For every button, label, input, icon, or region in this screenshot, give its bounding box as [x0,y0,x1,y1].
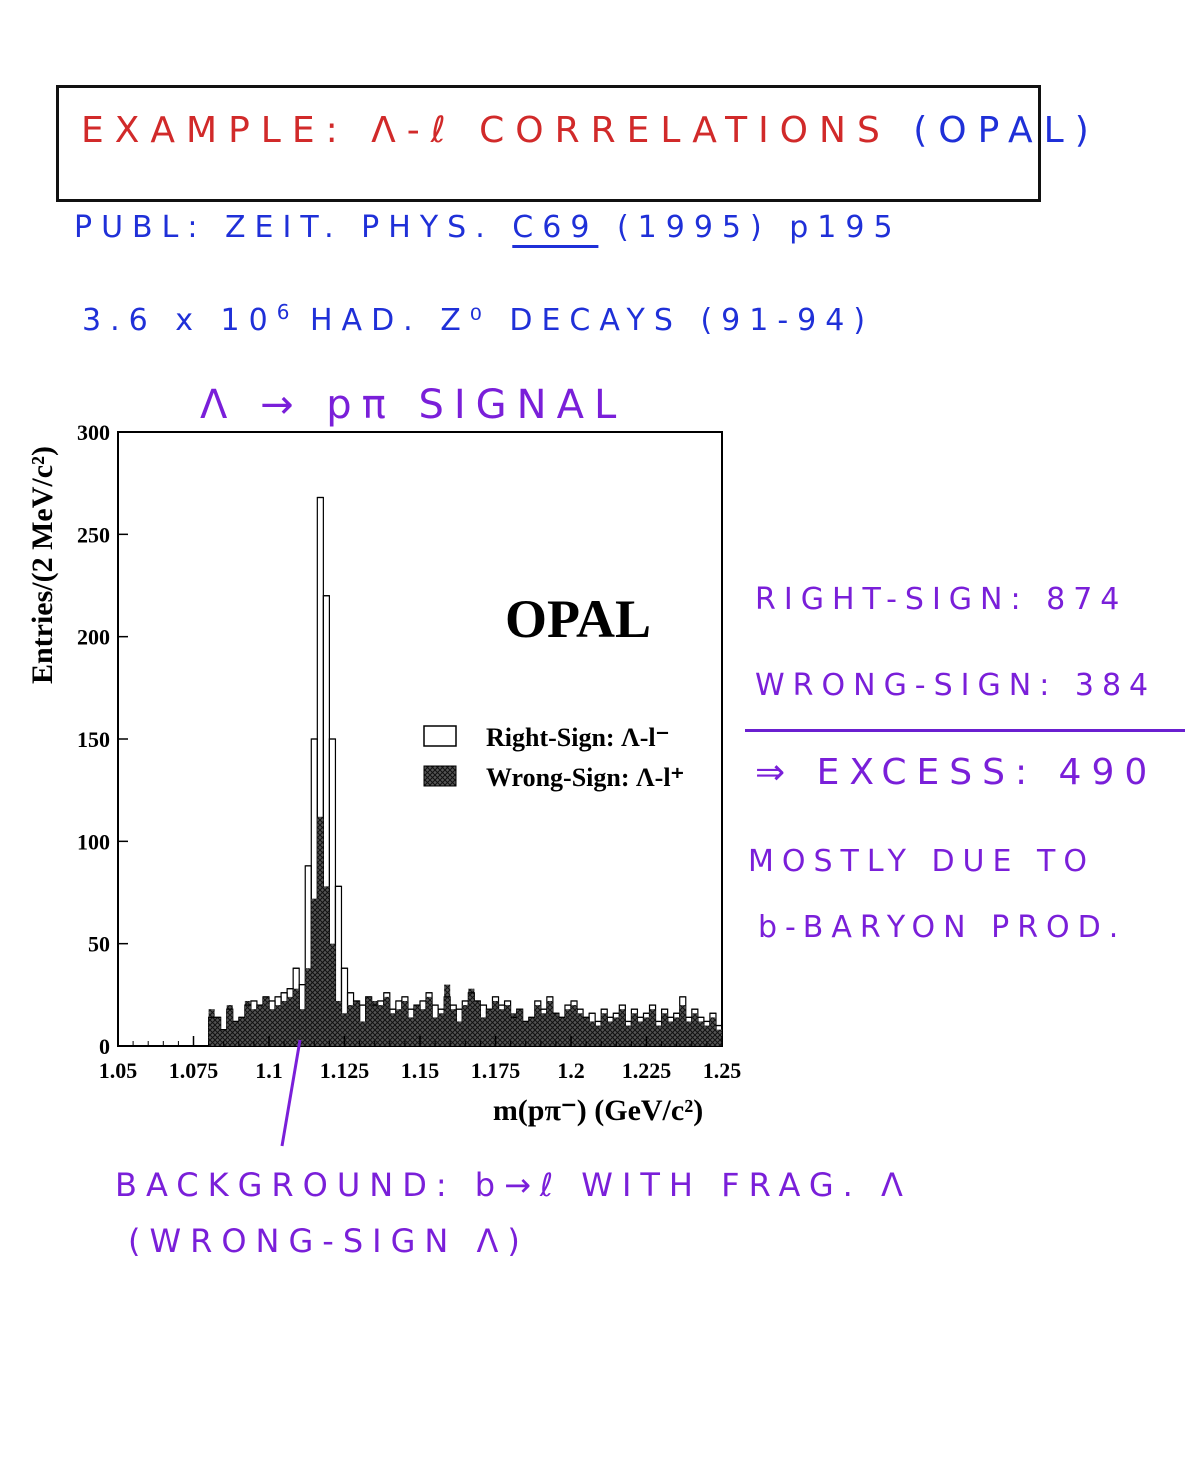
wrong-sign-bar [499,1009,505,1046]
publication-volume: C69 [512,210,599,245]
wrong-sign-bar [698,1021,704,1046]
x-tick-label: 1.175 [470,1058,521,1083]
baryon-note: b-BARYON PROD. [758,910,1127,945]
wrong-sign-bar [281,1001,287,1046]
x-tick-label: 1.075 [168,1058,219,1083]
x-axis-label: m(pπ⁻) (GeV/c²) [492,1094,704,1127]
wrong-sign-bar [360,1021,366,1046]
wrong-sign-bar [426,997,432,1046]
stats-prefix: 3.6 x 10 [82,303,277,338]
y-tick-label: 50 [88,931,110,957]
wrong-sign-bar [251,1009,257,1046]
wrong-sign-bar [402,1001,408,1046]
wrong-sign-bar [462,1005,468,1046]
background-note-line2: (WRONG-SIGN Λ) [128,1222,529,1260]
wrong-sign-bar [625,1026,631,1046]
wrong-sign-bar [619,1009,625,1046]
wrong-sign-bar [577,1013,583,1046]
wrong-sign-bar [468,989,474,1046]
wrong-sign-bar [668,1021,674,1046]
wrong-sign-bar [444,985,450,1046]
wrong-sign-bar [335,1001,341,1046]
wrong-sign-bar [438,1013,444,1046]
wrong-sign-bar [414,1005,420,1046]
wrong-sign-bar [227,1005,233,1046]
y-tick-label: 250 [77,522,110,548]
wrong-sign-bar [680,1005,686,1046]
wrong-sign-bar [541,1013,547,1046]
wrong-sign-bar [686,1021,692,1046]
right-sign-note: RIGHT-SIGN: 874 [755,582,1128,617]
wrong-sign-bar [305,968,311,1046]
wrong-sign-bar [589,1021,595,1046]
y-tick-label: 100 [77,829,110,855]
wrong-sign-bar [287,997,293,1046]
x-tick-label: 1.25 [702,1058,742,1083]
wrong-sign-bar [480,1017,486,1046]
wrong-sign-bar [257,1005,263,1046]
wrong-sign-bar [354,1001,360,1046]
mostly-note: MOSTLY DUE TO [748,844,1095,879]
wrong-sign-bar [571,1005,577,1046]
title-red-part: EXAMPLE: Λ-ℓ CORRELATIONS [81,110,891,151]
y-tick-label: 200 [77,624,110,650]
legend-label-wrong-sign: Wrong-Sign: Λ-l⁺ [486,763,685,792]
chart-title: OPAL [505,589,651,649]
wrong-sign-bar [637,1021,643,1046]
wrong-sign-bar [565,1009,571,1046]
wrong-sign-bar [233,1021,239,1046]
wrong-sign-bar [215,1017,221,1046]
x-tick-label: 1.225 [621,1058,672,1083]
wrong-sign-bar [408,1017,414,1046]
wrong-sign-bar [710,1017,716,1046]
publication-prefix: PUBL: ZEIT. PHYS. [74,210,494,245]
wrong-sign-bar [529,1017,535,1046]
wrong-sign-bar [378,1005,384,1046]
wrong-sign-bar [650,1009,656,1046]
wrong-sign-note: WRONG-SIGN: 384 [755,668,1157,703]
wrong-sign-bar [517,1009,523,1046]
wrong-sign-bar [535,1005,541,1046]
signal-note: Λ → pπ SIGNAL [200,382,627,428]
wrong-sign-bar [656,1026,662,1046]
stats-suffix: HAD. Z⁰ DECAYS (91-94) [291,303,875,338]
wrong-sign-bar [366,997,372,1046]
x-tick-label: 1.1 [255,1058,283,1083]
x-tick-label: 1.15 [400,1058,440,1083]
wrong-sign-bar [486,1009,492,1046]
wrong-sign-bar [372,1001,378,1046]
wrong-sign-bar [323,886,329,1046]
legend-label-right-sign: Right-Sign: Λ-l⁻ [486,723,670,752]
wrong-sign-bar [209,1009,215,1046]
wrong-sign-bar [607,1021,613,1046]
y-tick-label: 300 [77,420,110,445]
wrong-sign-bar [239,1017,245,1046]
wrong-sign-bar [631,1013,637,1046]
y-axis-label: Entries/(2 MeV/c²) [26,445,59,685]
wrong-sign-bar [396,1009,402,1046]
x-tick-label: 1.125 [319,1058,370,1083]
wrong-sign-bar [474,1001,480,1046]
wrong-sign-bar [601,1013,607,1046]
wrong-sign-bar [559,1017,565,1046]
wrong-sign-bar [547,1001,553,1046]
publication-suffix: (1995) p195 [616,210,902,245]
wrong-sign-bar [716,1030,722,1046]
title-blue-part: (OPAL) [913,110,1100,151]
wrong-sign-bar [511,1013,517,1046]
wrong-sign-bar [505,1005,511,1046]
y-tick-label: 0 [99,1034,110,1059]
y-tick-label: 150 [77,727,110,752]
legend-swatch-wrong-sign [424,766,456,786]
background-note-line1: BACKGROUND: b→ℓ WITH FRAG. Λ [115,1166,912,1204]
x-tick-label: 1.05 [98,1058,138,1083]
stats-exponent: 6 [276,300,292,324]
wrong-sign-bar [317,817,323,1046]
wrong-sign-bar [329,944,335,1046]
background-arrow [282,1040,300,1146]
excess-note: ⇒ EXCESS: 490 [755,752,1158,793]
wrong-sign-bar [348,1005,354,1046]
wrong-sign-bar [390,1013,396,1046]
wrong-sign-bar [311,899,317,1046]
wrong-sign-bar [692,1013,698,1046]
wrong-sign-bar [456,1021,462,1046]
wrong-sign-bar [269,1009,275,1046]
wrong-sign-bar [384,997,390,1046]
wrong-sign-bar [420,1009,426,1046]
wrong-sign-bar [595,1026,601,1046]
wrong-sign-bar [275,1005,281,1046]
wrong-sign-bar [263,997,269,1046]
x-tick-label: 1.2 [557,1058,585,1083]
wrong-sign-bar [450,1009,456,1046]
wrong-sign-bar [245,1001,251,1046]
wrong-sign-bar [293,989,299,1046]
wrong-sign-bar [662,1013,668,1046]
legend-swatch-right-sign [424,726,456,746]
